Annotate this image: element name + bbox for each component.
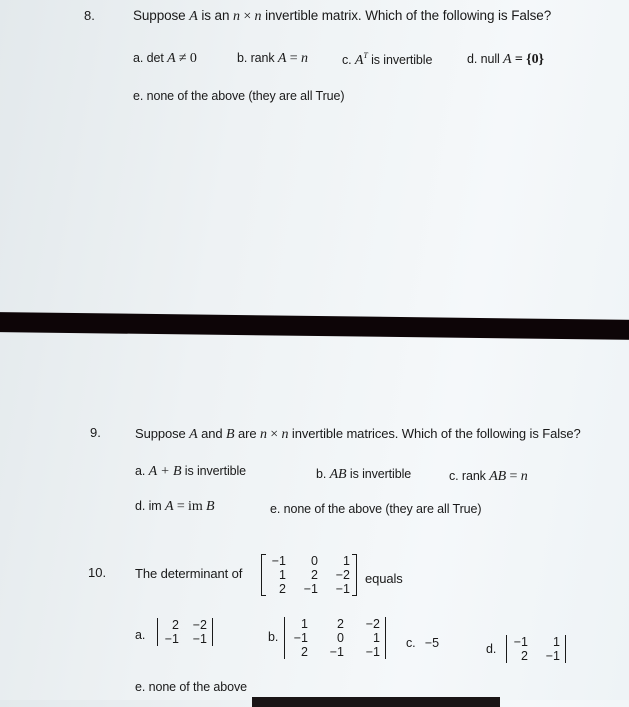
screen-edge [252,697,500,707]
divider-band [0,312,629,340]
question-number: 10. [88,565,107,580]
option-c[interactable]: c. −5 [406,636,439,650]
option-c[interactable]: c. $A^T$ is invertible [342,51,433,68]
option-b[interactable]: b. AB is invertible [316,467,412,482]
question-text: The determinant of [135,566,243,581]
question-number: 9. [90,425,101,440]
determinant-2x2: 2 −2 −1 −1 [163,618,207,646]
question-number: 8. [84,8,95,23]
option-d[interactable]: d. null A = {0} [467,52,544,67]
option-c[interactable]: c. rank AB = n [449,469,528,484]
option-e[interactable]: e. none of the above [135,680,247,694]
option-a[interactable]: a. A + B is invertible [135,464,247,479]
question-text-end: equals [365,571,403,586]
option-d[interactable]: d. im A = im B [135,499,215,514]
determinant-2x2: −1 1 2 −1 [512,635,560,663]
option-a[interactable]: a. det A ≠ 0 [133,51,197,66]
question-text: Suppose A is an n × n invertible matrix. Which of the following is False? [133,8,552,24]
question-text: Suppose A and B are n × n invertible matrices. Which of the following is False? [135,426,581,442]
option-e[interactable]: e. none of the above (they are all True) [133,89,345,103]
left-bracket [261,554,266,596]
option-e[interactable]: e. none of the above (they are all True) [270,502,482,516]
option-b[interactable]: b. rank A = n [237,51,308,66]
determinant-3x3: 1 2 −2 −1 0 1 2 −1 −1 [290,617,380,659]
determinant-matrix: −1 0 1 1 2 −2 2 −1 −1 [268,554,350,596]
right-bracket [352,554,357,596]
